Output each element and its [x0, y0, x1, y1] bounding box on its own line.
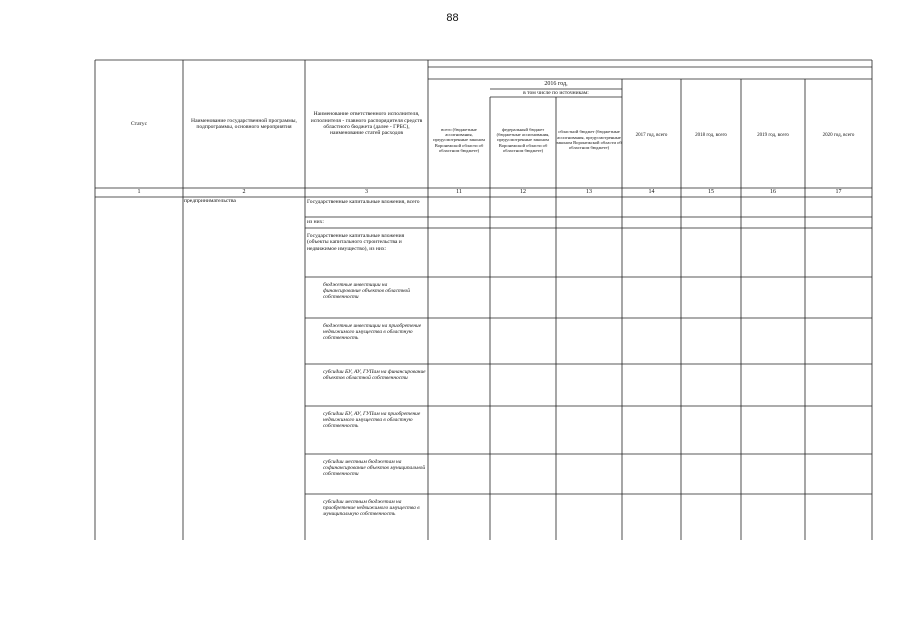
header-year-2016: 2016 год, — [544, 80, 568, 87]
column-number: 12 — [520, 189, 526, 195]
row-label: из них: — [307, 219, 324, 225]
header-year-2020: 2020 год, всего — [822, 133, 855, 139]
column-number: 1 — [137, 189, 141, 195]
column-number: 11 — [456, 189, 462, 195]
header-program: Наименование государственной программы, подпрограммы, основного мероприятия — [191, 117, 297, 130]
column-number: 13 — [586, 189, 592, 195]
row-label: Государственные капитальные вложения, всего — [307, 199, 420, 205]
column-number: 14 — [648, 189, 655, 195]
page-number: 88 — [446, 12, 459, 24]
header-by-sources: в том числе по источникам: — [523, 89, 589, 96]
header-col-regional: областной бюджет (бюджетные ассигнования, предусмотренные законом Воронежской области об областном бюджете) — [556, 129, 622, 151]
header-col-federal: федеральный бюджет (бюджетные ассигнования, предусмотренные законом Воронежской области об областном бюджете) — [496, 126, 550, 153]
header-executor: Наименование ответственного исполнителя, исполнителя - главного распорядителя средств областного бюджета (далее - ГРБС), наименование статей расходов — [310, 111, 423, 137]
row-label: субсидии местным бюджетам на софинансирование объектов муниципальной собственности — [323, 459, 426, 478]
header-status: Статус — [130, 120, 148, 127]
row-label: субсидии местным бюджетам на приобретение недвижимого имущества в муниципальную собственность — [323, 499, 420, 518]
header-year-2019: 2019 год, всего — [757, 133, 789, 139]
row-label: субсидии БУ, АУ, ГУПам на финансирование объектов областной собственности — [323, 369, 426, 382]
column-number: 16 — [770, 189, 776, 195]
row-label: бюджетные инвестиции на приобретение недвижимого имущества в областную собственность — [323, 323, 422, 342]
column-number: 2 — [242, 189, 246, 195]
column-number: 15 — [708, 189, 714, 195]
row-label: субсидии БУ, АУ, ГУПам на приобретение недвижимого имущества в областную собственность — [323, 411, 421, 430]
program-name-cell: предпринимательства — [184, 198, 236, 204]
column-number: 17 — [835, 189, 842, 195]
row-label: бюджетные инвестиции на финансирование объектов областной собственности — [323, 282, 410, 301]
column-number: 3 — [365, 189, 368, 195]
header-year-2018: 2018 год, всего — [695, 133, 727, 139]
header-year-2017: 2017 год, всего — [635, 133, 668, 139]
header-col-total: всего (бюджетные ассигнования, предусмотренные законом Воронежской области об областном бюджете) — [433, 126, 485, 153]
row-label: Государственные капитальные вложения (объекты капитального строительства и недвижимое имущество), из них: — [307, 233, 405, 252]
